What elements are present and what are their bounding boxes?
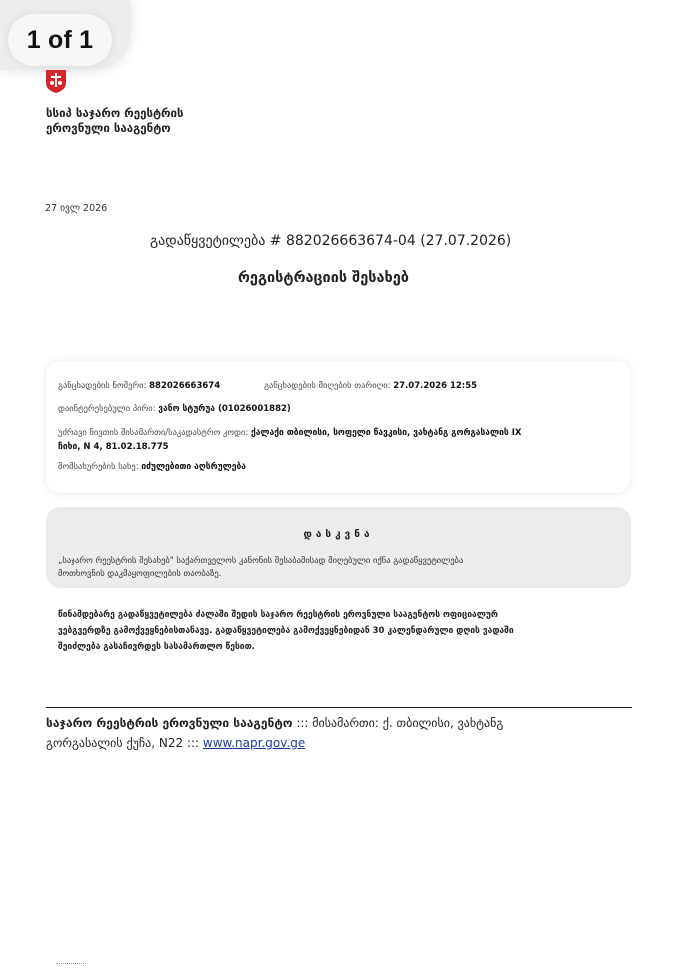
interested-person-label: დაინტერესებული პირი: xyxy=(58,404,156,414)
page-counter: 1 of 1 xyxy=(8,14,112,66)
conclusion-card xyxy=(46,507,631,588)
decision-title: გადაწყვეტილება # 882026663674-04 (27.07.2026) xyxy=(150,233,512,249)
footer-org-name: საჯარო რეესტრის ეროვნული სააგენტო xyxy=(46,716,293,730)
application-number-row xyxy=(58,381,478,391)
conclusion-line1: „საჯარო რეესტრის შესახებ" საქართველოს კანონის შესაბამისად მიღებული იქნა გადაწყვეტილება xyxy=(58,556,464,566)
conclusion-text xyxy=(58,555,463,581)
legal-notice-line2: ვებგვერდზე გამოქვეყნებისთანავე. გადაწყვეტილება გამოქვეყნებიდან 30 კალენდარული დღის ვადაში xyxy=(58,626,514,636)
website-link[interactable]: www.napr.gov.ge xyxy=(202,736,306,750)
service-type-label: მომსახურების სახე: xyxy=(58,462,139,472)
received-date-group xyxy=(264,381,477,391)
interested-person-value: ვანო სტურუა (01026001882) xyxy=(158,404,291,414)
property-address-row xyxy=(58,426,521,454)
legal-notice-line1: წინამდებარე გადაწყვეტილება ძალაში შედის საჯარო რეესტრის ეროვნული სააგენტოს ოფიციალურ xyxy=(58,610,498,620)
application-number-label: განცხადების ნომერი: xyxy=(58,381,147,391)
conclusion-line2: მოთხოვნის დაკმაყოფილების თაობაზე. xyxy=(58,569,222,579)
conclusion-heading: დასკვნა xyxy=(303,529,374,540)
legal-notice xyxy=(58,607,514,655)
service-type-value: იძულებითი აღსრულება xyxy=(141,462,246,472)
agency-name xyxy=(46,106,184,136)
logo-shield-icon xyxy=(45,69,67,94)
document-date: 27 ივლ 2026 xyxy=(45,203,108,214)
service-type-row xyxy=(58,462,246,472)
agency-name-line2: ეროვნული სააგენტო xyxy=(46,121,171,135)
legal-notice-line3: შეიძლება გასაჩივრდეს სასამართლო წესით. xyxy=(58,642,255,652)
page-counter-overlay xyxy=(0,0,130,70)
property-address-value-line2: ჩიხი, N 4, 81.02.18.775 xyxy=(58,442,169,452)
footer-address: ::: მისამართი: ქ. თბილისი, ვახტანგ xyxy=(292,716,504,730)
interested-person-row xyxy=(58,404,291,414)
georgian-coat-of-arms-icon xyxy=(45,69,67,94)
application-details-card xyxy=(46,361,630,493)
property-address-label: უძრავი ნივთის მისამართი/საკადასტრო კოდი: xyxy=(58,428,249,438)
property-address-value-line1: ქალაქი თბილისი, სოფელი წავკისი, ვახტანგ გორგასალის IX xyxy=(250,428,522,438)
agency-name-line1: სსიპ საჯარო რეესტრის xyxy=(46,106,184,120)
footer-divider xyxy=(46,707,632,708)
decision-subject: რეგისტრაციის შესახებ xyxy=(238,270,409,286)
received-date-value: 27.07.2026 12:55 xyxy=(393,381,478,391)
application-number-value: 882026663674 xyxy=(149,381,221,391)
received-date-label: განცხადების მიღების თარიღი: xyxy=(264,381,391,391)
page-bottom-mark xyxy=(56,963,86,966)
footer xyxy=(46,713,626,753)
footer-address-cont: გორგასალის ქუჩა, N22 ::: xyxy=(46,736,203,750)
